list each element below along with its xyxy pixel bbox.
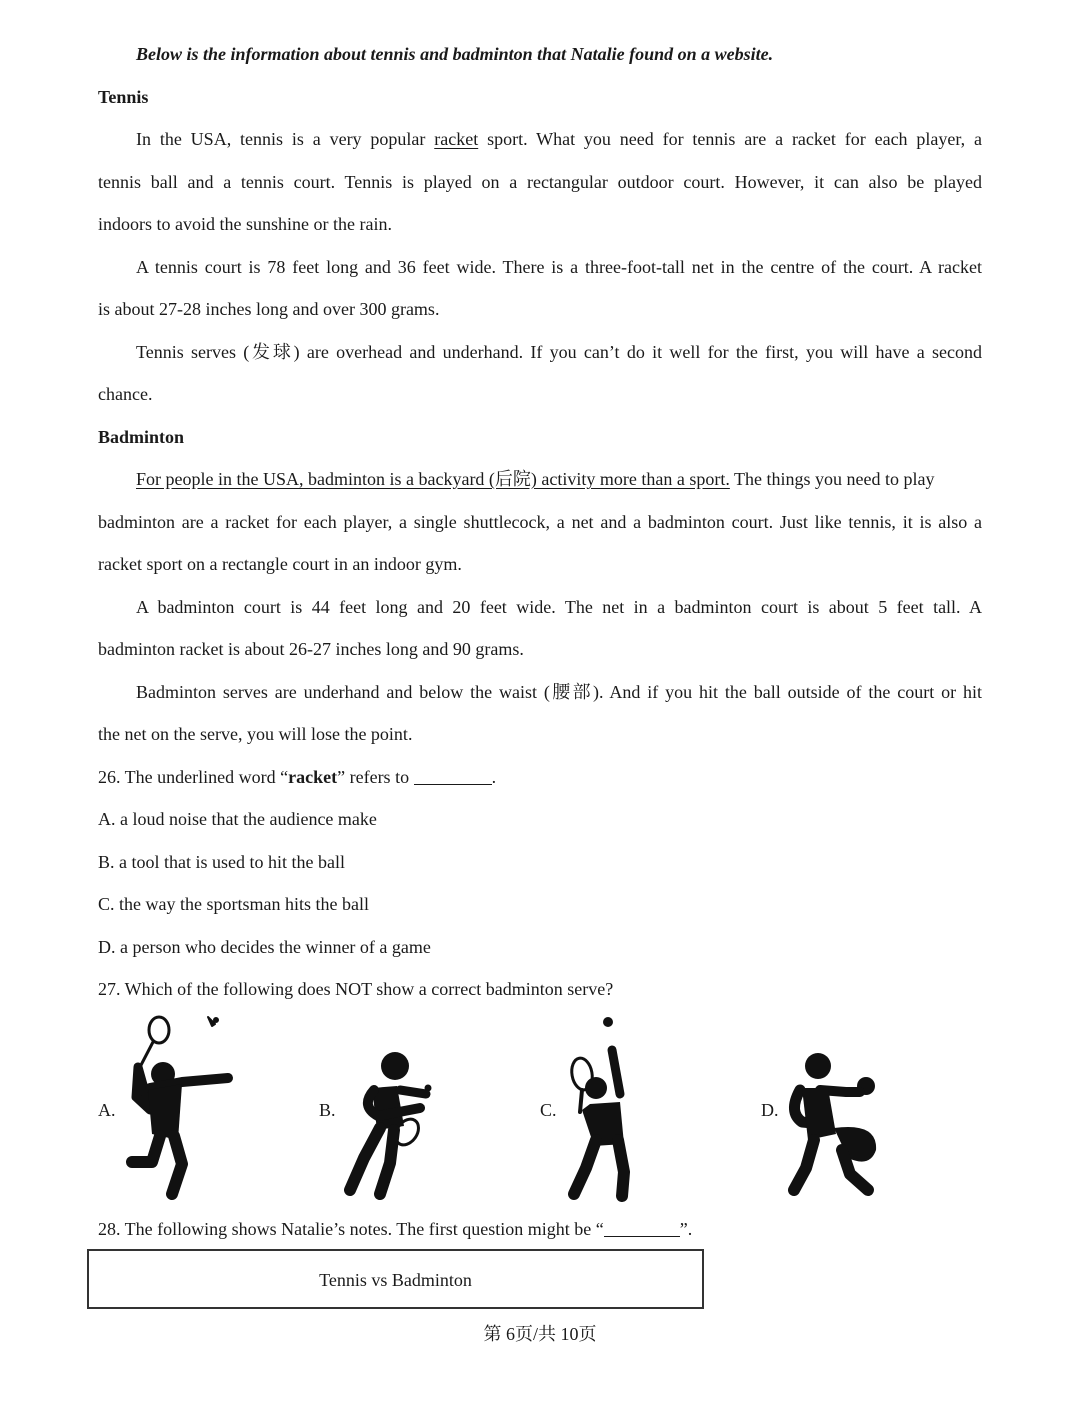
q27-label-b[interactable]: B.: [319, 1100, 336, 1120]
q27-label-c[interactable]: C.: [540, 1100, 557, 1120]
answer-blank[interactable]: [604, 1218, 680, 1237]
tennis-heading: Tennis: [98, 87, 149, 107]
q26-option-b[interactable]: B. a tool that is used to hit the ball: [98, 852, 345, 872]
q26-option-d[interactable]: D. a person who decides the winner of a game: [98, 937, 431, 957]
q27-label-a[interactable]: A.: [98, 1100, 116, 1120]
badminton-p1-line3: racket sport on a rectangle court in an indoor gym.: [98, 554, 462, 574]
q26-stem: 26. The underlined word “racket” refers to .: [98, 767, 497, 787]
overhead-serve-icon: [560, 1012, 660, 1202]
badminton-smash-icon: [120, 1012, 240, 1202]
badminton-p1-line2: badminton are a racket for each player, a single shuttlecock, a net and a badminton court. Just like tennis, it is also a: [98, 512, 982, 532]
answer-blank[interactable]: [414, 766, 492, 785]
badminton-p1-line1: For people in the USA, badminton is a backyard (后院) activity more than a sport. The things you need to play: [136, 469, 935, 489]
tennis-p1-line1: In the USA, tennis is a very popular racket sport. What you need for tennis are a racket for each player, a: [136, 129, 982, 149]
q27-stem: 27. Which of the following does NOT show a correct badminton serve?: [98, 979, 614, 999]
badminton-p3-line1: Badminton serves are underhand and below the waist (腰部). And if you hit the ball outside of the court or hit: [136, 682, 982, 702]
tennis-p1-line2: tennis ball and a tennis court. Tennis is played on a rectangular outdoor court. However, it can also be played: [98, 172, 982, 192]
intro-title: Below is the information about tennis and badminton that Natalie found on a website.: [136, 44, 774, 64]
q26-option-a[interactable]: A. a loud noise that the audience make: [98, 809, 377, 829]
badminton-heading: Badminton: [98, 427, 185, 447]
badminton-p3-line2: the net on the serve, you will lose the point.: [98, 724, 413, 744]
tennis-p1-line3: indoors to avoid the sunshine or the rain.: [98, 214, 392, 234]
tennis-p3-line2: chance.: [98, 384, 153, 404]
tennis-p2-line2: is about 27-28 inches long and over 300 grams.: [98, 299, 440, 319]
q26-option-c[interactable]: C. the way the sportsman hits the ball: [98, 894, 369, 914]
q27-label-d[interactable]: D.: [761, 1100, 779, 1120]
notes-title: Tennis vs Badminton: [319, 1270, 472, 1290]
badminton-p2-line2: badminton racket is about 26-27 inches long and 90 grams.: [98, 639, 524, 659]
q28-stem: 28. The following shows Natalie’s notes. The first question might be “ ”.: [98, 1219, 693, 1239]
badminton-p2-line1: A badminton court is 44 feet long and 20 feet wide. The net in a badminton court is about 5 feet tall. A: [136, 597, 982, 617]
notes-table: [87, 1249, 704, 1309]
underlined-word-racket: racket: [434, 129, 479, 149]
underlined-sentence: For people in the USA, badminton is a backyard (后院) activity more than a sport.: [136, 469, 730, 489]
tennis-p3-line1: Tennis serves (发球) are overhead and underhand. If you can’t do it well for the first, you will have a second: [136, 342, 982, 362]
tennis-p2-line1: A tennis court is 78 feet long and 36 feet wide. There is a three-foot-tall net in the centre of the court. A racket: [136, 257, 982, 277]
underhand-serve-icon: [342, 1048, 442, 1200]
ball-throw-icon: [780, 1050, 890, 1200]
page-number: 第 6页/共 10页: [483, 1324, 597, 1344]
